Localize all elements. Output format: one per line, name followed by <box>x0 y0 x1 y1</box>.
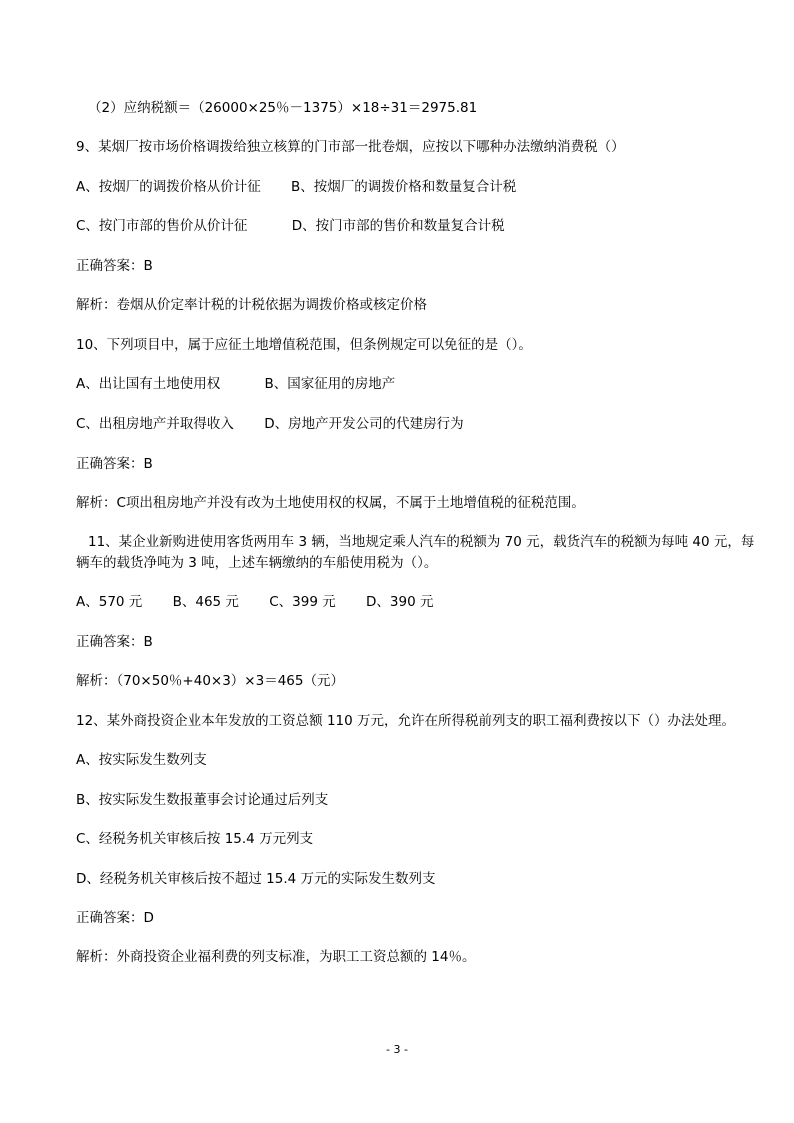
answer-11: 正确答案：B <box>76 634 153 650</box>
option-a: A、按烟厂的调拨价格从价计征 <box>76 179 261 195</box>
option-b: B、国家征用的房地产 <box>264 376 396 392</box>
option-b: B、按实际发生数报董事会讨论通过后列支 <box>76 792 329 808</box>
option-a: A、570 元 <box>76 594 143 610</box>
formula-line: （2）应纳税额＝（26000×25％－1375）×18÷31＝2975.81 <box>88 100 478 116</box>
explanation-12: 解析：外商投资企业福利费的列支标准，为职工工资总额的 14％。 <box>76 949 476 965</box>
option-b: B、465 元 <box>172 594 239 610</box>
question-10: 10、下列项目中，属于应征土地增值税范围，但条例规定可以免征的是（）。 <box>76 337 532 353</box>
option-a: A、按实际发生数列支 <box>76 752 207 768</box>
question-11-options <box>76 592 433 612</box>
question-9: 9、某烟厂按市场价格调拨给独立核算的门市部一批卷烟，应按以下哪种办法缴纳消费税（） <box>76 139 625 155</box>
page-number: - 3 - <box>386 1043 408 1056</box>
question-9-options-row-2 <box>76 216 505 236</box>
answer-10: 正确答案：B <box>76 456 153 472</box>
option-a: A、出让国有土地使用权 <box>76 376 221 392</box>
explanation-11: 解析：（70×50％+40×3）×3＝465（元） <box>76 673 344 689</box>
explanation-10: 解析：C项出租房地产并没有改为土地使用权的权属，不属于土地增值税的征税范围。 <box>76 495 585 511</box>
question-10-options-row-2 <box>76 414 464 434</box>
question-12: 12、某外商投资企业本年发放的工资总额 110 万元，允许在所得税前列支的职工福利费按以下（）办法处理。 <box>76 713 736 729</box>
option-c: C、按门市部的售价从价计征 <box>76 218 248 234</box>
option-d: D、经税务机关审核后按不超过 15.4 万元的实际发生数列支 <box>76 871 436 887</box>
question-9-options-row-1 <box>76 177 516 197</box>
option-c: C、经税务机关审核后按 15.4 万元列支 <box>76 831 314 847</box>
answer-9: 正确答案：B <box>76 258 153 274</box>
option-c: C、399 元 <box>269 594 336 610</box>
explanation-9: 解析：卷烟从价定率计税的计税依据为调拨价格或核定价格 <box>76 297 427 313</box>
question-10-options-row-1 <box>76 374 395 394</box>
option-d: D、按门市部的售价和数量复合计税 <box>291 218 505 234</box>
question-11-line-1: 11、某企业新购进使用客货两用车 3 辆，当地规定乘人汽车的税额为 70 元，载货汽车的税额为每吨 40 元，每 <box>88 534 755 550</box>
option-d: D、房地产开发公司的代建房行为 <box>264 416 464 432</box>
option-c: C、出租房地产并取得收入 <box>76 416 234 432</box>
option-b: B、按烟厂的调拨价格和数量复合计税 <box>291 179 517 195</box>
option-d: D、390 元 <box>366 594 434 610</box>
answer-12: 正确答案：D <box>76 910 154 926</box>
question-11-line-2: 辆车的载货净吨为 3 吨，上述车辆缴纳的车船使用税为（）。 <box>76 555 438 571</box>
